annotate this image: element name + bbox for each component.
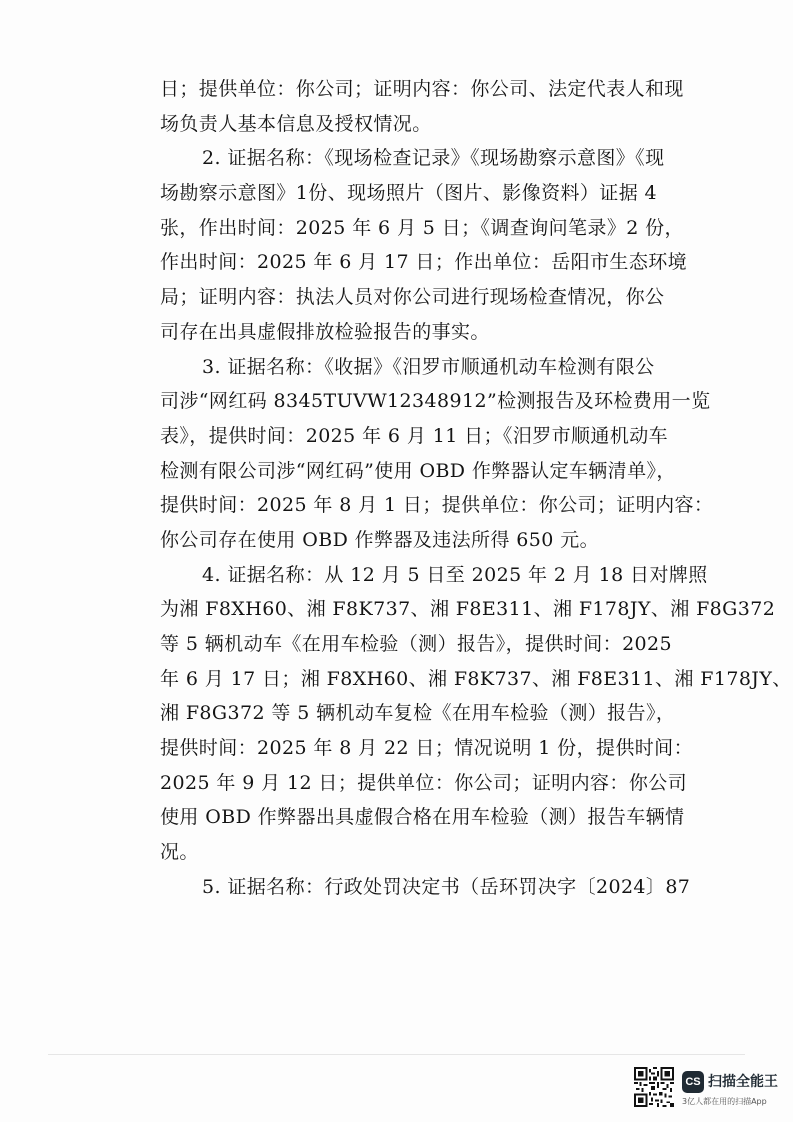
text-line: 局；证明内容：执法人员对你公司进行现场检查情况，你公 bbox=[160, 286, 665, 309]
camscanner-brand-name: 扫描全能王 bbox=[708, 1074, 778, 1090]
text-line: 作出时间：2025 年 6 月 17 日；作出单位：岳阳市生态环境 bbox=[160, 251, 688, 274]
text-line: 2025 年 9 月 12 日；提供单位：你公司；证明内容：你公司 bbox=[160, 771, 688, 794]
evidence-item-2: 2. 证据名称：《现场检查记录》《现场勘察示意图》《现 bbox=[202, 147, 665, 170]
text-line: 湘 F8G372 等 5 辆机动车复检《在用车检验（测）报告》， bbox=[160, 702, 676, 725]
text-line: 司存在出具虚假排放检验报告的事实。 bbox=[160, 320, 490, 343]
text-line: 提供时间：2025 年 8 月 1 日；提供单位：你公司；证明内容： bbox=[160, 494, 714, 517]
text-line: 检测有限公司涉“网红码”使用 OBD 作弊器认定车辆清单》， bbox=[160, 459, 676, 482]
camscanner-tagline: 3亿人都在用的扫描App bbox=[682, 1097, 767, 1106]
evidence-item-3: 3. 证据名称：《收据》《汨罗市顺通机动车检测有限公 bbox=[202, 355, 655, 378]
camscanner-watermark bbox=[634, 1067, 784, 1113]
text-line: 你公司存在使用 OBD 作弊器及违法所得 650 元。 bbox=[160, 528, 599, 551]
scan-edge-divider bbox=[48, 1054, 745, 1055]
text-line: 提供时间：2025 年 8 月 22 日；情况说明 1 份，提供时间： bbox=[160, 737, 693, 760]
text-line: 日；提供单位：你公司；证明内容：你公司、法定代表人和现 bbox=[160, 78, 684, 100]
text-line: 司涉“网红码 8345TUVW12348912”检测报告及环检费用一览 bbox=[160, 390, 711, 413]
text-line: 场负责人基本信息及授权情况。 bbox=[160, 112, 432, 135]
text-line: 为湘 F8XH60、湘 F8K737、湘 F8E311、湘 F178JY、湘 F8G372 bbox=[160, 598, 776, 621]
text-line: 张，作出时间：2025 年 6 月 5 日；《调查询问笔录》2 份， bbox=[160, 216, 684, 239]
text-line: 表》，提供时间：2025 年 6 月 11 日；《汨罗市顺通机动车 bbox=[160, 424, 669, 447]
text-line: 年 6 月 17 日；湘 F8XH60、湘 F8K737、湘 F8E311、湘 F178JY、 bbox=[160, 667, 792, 690]
qr-code-icon bbox=[634, 1067, 674, 1107]
text-line: 等 5 辆机动车《在用车检验（测）报告》，提供时间：2025 bbox=[160, 633, 673, 655]
evidence-item-5: 5. 证据名称：行政处罚决定书（岳环罚决字〔2024〕87 bbox=[202, 875, 691, 898]
evidence-item-4: 4. 证据名称：从 12 月 5 日至 2025 年 2 月 18 日对牌照 bbox=[202, 563, 708, 586]
text-line: 使用 OBD 作弊器出具虚假合格在用车检验（测）报告车辆情 bbox=[160, 806, 685, 829]
text-line: 况。 bbox=[160, 841, 199, 864]
camscanner-logo-icon: CS bbox=[682, 1071, 704, 1093]
text-line: 场勘察示意图》1份、现场照片（图片、影像资料）证据 4 bbox=[160, 182, 658, 205]
document-body bbox=[160, 72, 792, 905]
